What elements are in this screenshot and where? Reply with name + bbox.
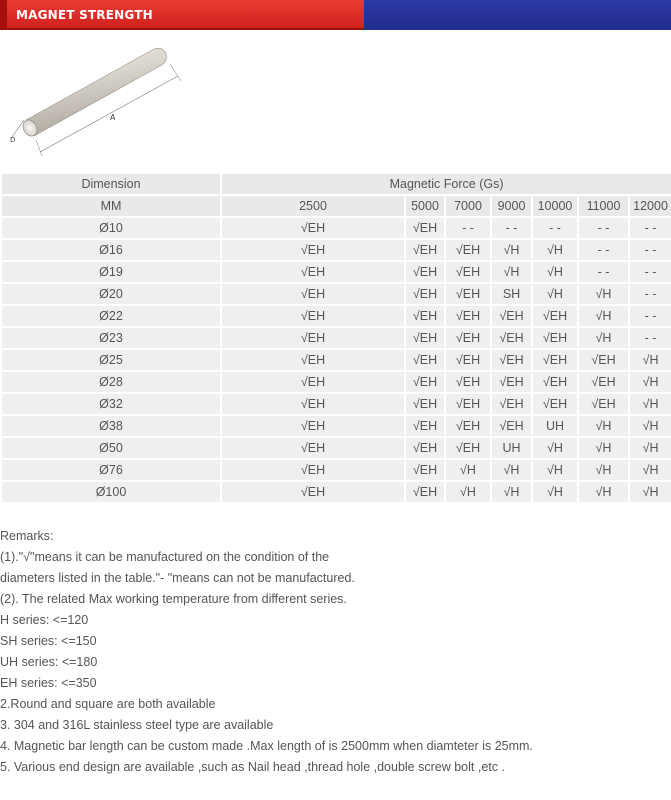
table-row — [2, 240, 671, 260]
availability-cell: √EH — [533, 394, 577, 414]
availability-cell: √EH — [222, 460, 404, 480]
table-row — [2, 328, 671, 348]
availability-cell: √EH — [406, 240, 444, 260]
availability-cell: √EH — [446, 284, 490, 304]
diameter-cell: Ø38 — [2, 416, 220, 436]
remark-line: 3. 304 and 316L stainless steel type are available — [0, 718, 274, 732]
column-header-gs: 11000 — [579, 196, 628, 216]
availability-cell: √EH — [446, 306, 490, 326]
availability-cell: √EH — [222, 438, 404, 458]
availability-cell: √EH — [492, 372, 531, 392]
table-row — [2, 416, 671, 436]
table-row — [2, 482, 671, 502]
remark-line: EH series: <=350 — [0, 676, 97, 690]
remark-line: UH series: <=180 — [0, 655, 98, 669]
availability-cell: √EH — [222, 306, 404, 326]
table-row — [2, 394, 671, 414]
availability-cell: √EH — [446, 416, 490, 436]
availability-cell: √H — [579, 438, 628, 458]
column-header-gs: 9000 — [492, 196, 531, 216]
availability-cell: √H — [533, 438, 577, 458]
availability-cell: √EH — [446, 328, 490, 348]
section-header-banner — [0, 0, 671, 30]
availability-cell: √H — [630, 460, 671, 480]
availability-cell: √EH — [446, 240, 490, 260]
availability-cell: √H — [579, 482, 628, 502]
table-row — [2, 306, 671, 326]
availability-cell: √EH — [222, 350, 404, 370]
availability-cell: √H — [579, 328, 628, 348]
availability-cell: √EH — [579, 394, 628, 414]
availability-cell: √EH — [492, 416, 531, 436]
availability-cell: - - — [630, 240, 671, 260]
availability-cell: √H — [630, 394, 671, 414]
table-header-row — [2, 174, 671, 194]
diameter-cell: Ø25 — [2, 350, 220, 370]
availability-cell: √H — [533, 482, 577, 502]
availability-cell: - - — [630, 306, 671, 326]
availability-cell: √EH — [222, 218, 404, 238]
diameter-cell: Ø16 — [2, 240, 220, 260]
availability-cell: √H — [533, 240, 577, 260]
availability-cell: - - — [579, 262, 628, 282]
remark-line: 4. Magnetic bar length can be custom made .Max length of is 2500mm when diamteter is 25mm. — [0, 739, 533, 753]
availability-cell: √EH — [533, 372, 577, 392]
availability-cell: √EH — [579, 372, 628, 392]
availability-cell: √H — [446, 482, 490, 502]
availability-cell: √EH — [406, 284, 444, 304]
availability-cell: √EH — [446, 438, 490, 458]
availability-cell: √H — [579, 284, 628, 304]
availability-cell: √H — [533, 460, 577, 480]
availability-cell: √EH — [222, 284, 404, 304]
availability-cell: UH — [492, 438, 531, 458]
diameter-cell: Ø50 — [2, 438, 220, 458]
column-header-gs: 12000 — [630, 196, 671, 216]
remark-line: (1)."√"means it can be manufactured on the condition of the — [0, 550, 330, 564]
diameter-cell: Ø19 — [2, 262, 220, 282]
availability-cell: UH — [533, 416, 577, 436]
table-row — [2, 350, 671, 370]
remark-line: 5. Various end design are available ,such as Nail head ,thread hole ,double screw bolt ,etc . — [0, 760, 505, 774]
availability-cell: √H — [579, 460, 628, 480]
availability-cell: √EH — [533, 350, 577, 370]
availability-cell: √EH — [406, 306, 444, 326]
dimension-a-label: A — [110, 113, 116, 122]
remarks-section — [0, 526, 671, 778]
availability-cell: - - — [492, 218, 531, 238]
availability-cell: - - — [630, 284, 671, 304]
availability-cell: √EH — [222, 394, 404, 414]
dimension-d-label: D — [10, 136, 16, 144]
availability-cell: √H — [579, 306, 628, 326]
diameter-cell: Ø10 — [2, 218, 220, 238]
availability-cell: √EH — [222, 482, 404, 502]
remark-line: SH series: <=150 — [0, 634, 97, 648]
availability-cell: √H — [630, 482, 671, 502]
table-row — [2, 262, 671, 282]
availability-cell: √EH — [492, 306, 531, 326]
availability-cell: √H — [579, 416, 628, 436]
availability-cell: - - — [446, 218, 490, 238]
column-header-gs: 7000 — [446, 196, 490, 216]
availability-cell: √H — [492, 482, 531, 502]
remark-line: diameters listed in the table."- "means can not be manufactured. — [0, 571, 355, 585]
magnetic-force-table — [0, 172, 671, 504]
section-title: MAGNET STRENGTH — [16, 8, 153, 22]
availability-cell: √EH — [533, 306, 577, 326]
diameter-cell: Ø20 — [2, 284, 220, 304]
availability-cell: √EH — [446, 394, 490, 414]
availability-cell: √EH — [406, 394, 444, 414]
diameter-cell: Ø32 — [2, 394, 220, 414]
availability-cell: √EH — [222, 240, 404, 260]
availability-cell: √EH — [406, 416, 444, 436]
unit-label: MM — [2, 196, 220, 216]
column-header-gs: 10000 — [533, 196, 577, 216]
availability-cell: √EH — [406, 438, 444, 458]
availability-cell: - - — [630, 328, 671, 348]
diameter-cell: Ø28 — [2, 372, 220, 392]
availability-cell: √EH — [533, 328, 577, 348]
remark-line: (2). The related Max working temperature from different series. — [0, 592, 347, 606]
diameter-cell: Ø100 — [2, 482, 220, 502]
availability-cell: √H — [446, 460, 490, 480]
availability-cell: √EH — [492, 350, 531, 370]
diameter-cell: Ø76 — [2, 460, 220, 480]
availability-cell: √EH — [492, 328, 531, 348]
magnet-bar-image — [0, 40, 190, 168]
remarks-heading: Remarks: — [0, 529, 54, 543]
availability-cell: √H — [492, 262, 531, 282]
availability-cell: - - — [630, 218, 671, 238]
availability-cell: SH — [492, 284, 531, 304]
remark-line: H series: <=120 — [0, 613, 89, 627]
availability-cell: - - — [579, 240, 628, 260]
availability-cell: - - — [630, 262, 671, 282]
diameter-cell: Ø22 — [2, 306, 220, 326]
availability-cell: √EH — [406, 350, 444, 370]
table-row — [2, 284, 671, 304]
availability-cell: √EH — [406, 218, 444, 238]
availability-cell: √H — [630, 372, 671, 392]
availability-cell: √H — [492, 240, 531, 260]
availability-cell: √EH — [222, 372, 404, 392]
availability-cell: √EH — [446, 372, 490, 392]
table-row — [2, 438, 671, 458]
dimension-header: Dimension — [2, 174, 220, 194]
availability-cell: √EH — [406, 482, 444, 502]
availability-cell: √EH — [222, 328, 404, 348]
availability-cell: - - — [533, 218, 577, 238]
availability-cell: √H — [630, 438, 671, 458]
availability-cell: √H — [533, 284, 577, 304]
banner-blue-segment — [364, 0, 671, 30]
remark-line: 2.Round and square are both available — [0, 697, 216, 711]
availability-cell: √EH — [222, 262, 404, 282]
availability-cell: √H — [533, 262, 577, 282]
availability-cell: √H — [630, 350, 671, 370]
table-row — [2, 460, 671, 480]
diameter-cell: Ø23 — [2, 328, 220, 348]
availability-cell: - - — [579, 218, 628, 238]
column-header-gs: 5000 — [406, 196, 444, 216]
availability-cell: √H — [630, 416, 671, 436]
availability-cell: √EH — [406, 372, 444, 392]
table-row — [2, 218, 671, 238]
magnetic-force-header: Magnetic Force (Gs) — [222, 174, 671, 194]
availability-cell: √H — [492, 460, 531, 480]
availability-cell: √EH — [406, 460, 444, 480]
availability-cell: √EH — [446, 262, 490, 282]
availability-cell: √EH — [492, 394, 531, 414]
availability-cell: √EH — [406, 262, 444, 282]
column-header-gs: 2500 — [222, 196, 404, 216]
table-unit-row — [2, 196, 671, 216]
availability-cell: √EH — [446, 350, 490, 370]
availability-cell: √EH — [222, 416, 404, 436]
availability-cell: √EH — [406, 328, 444, 348]
table-row — [2, 372, 671, 392]
availability-cell: √EH — [579, 350, 628, 370]
